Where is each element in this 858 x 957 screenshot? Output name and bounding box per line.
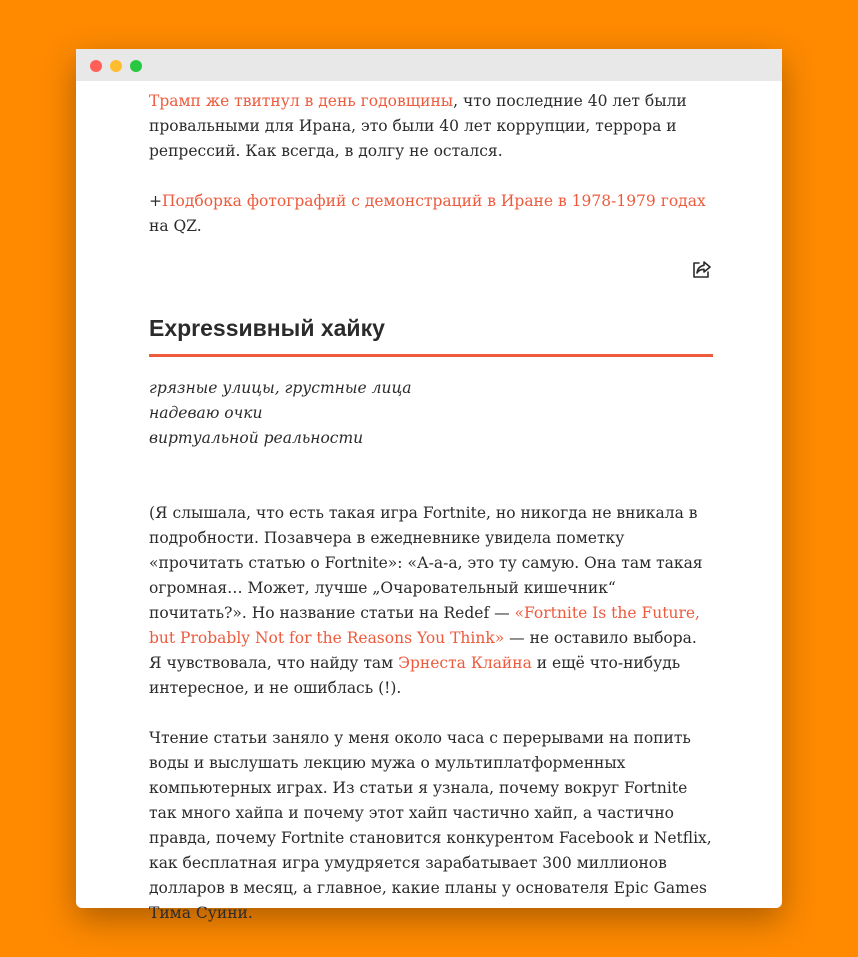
reading-text: Чтение статьи заняло у меня около часа с перерывами на попить воды и выслушать лекцию мужа о мультиплатформенных компьютерных играх. Из статьи я узнала, почему вокруг Fortnite так много хайпа и почему этот хайп частично хайп, а частично правда, почему Fortnite становится конкурентом Facebook и Netflix, как бесплатная игра умудряется зарабатывает 300 миллионов долларов в месяц, а главное, какие планы у основателя Epic Games Тима Суини. — [149, 729, 712, 922]
haiku-line: виртуальной реальности — [149, 429, 364, 447]
trump-tweet-link[interactable]: Трамп же твитнул в день годовщины — [149, 92, 454, 110]
close-window-button[interactable] — [90, 60, 102, 72]
browser-window — [76, 49, 782, 922]
window-titlebar — [76, 49, 782, 81]
article-content — [76, 81, 782, 926]
maximize-window-button[interactable] — [130, 60, 142, 72]
ernest-cline-link[interactable]: Эрнеста Клайна — [398, 654, 532, 672]
haiku — [149, 376, 713, 451]
section-title: Expressивный хайку — [149, 313, 713, 357]
haiku-line: грязные улицы, грустные лица — [149, 379, 412, 397]
photos-suffix: на QZ. — [149, 217, 202, 235]
iran-photos-link[interactable]: Подборка фотографий с демонстраций в Иране в 1978-1979 годах — [162, 192, 706, 210]
fortnite-text-3: и ещё что-нибудь интересное, и не ошиблась (!). — [149, 654, 681, 697]
photos-prefix: + — [149, 192, 162, 210]
fortnite-text-1: (Я слышала, что есть такая игра Fortnite, но никогда не вникала в подробности. Позавчера в ежедневнике увидела пометку «прочитать статью о Fortnite»: «А-а-а, это ту самую. Она там такая огромная… Может, лучше „Очаровательный кишечник“ почитать?». Но название статьи на Redef — — [149, 504, 703, 622]
share-row — [149, 250, 713, 296]
paragraph-trump — [149, 81, 713, 164]
redef-article-link[interactable]: «Fortnite Is the Future, but Probably Not for the Reasons You Think» — [149, 604, 700, 647]
fortnite-text-2: — не оставило выбора. Я чувствовала, что найду там — [149, 629, 697, 672]
haiku-line: надеваю очки — [149, 404, 263, 422]
paragraph-photos — [149, 189, 713, 239]
minimize-window-button[interactable] — [110, 60, 122, 72]
share-icon[interactable] — [691, 258, 713, 280]
paragraph-fortnite — [149, 501, 713, 701]
paragraph-reading — [149, 726, 713, 926]
paragraph-trump-text: , что последние 40 лет были провальными для Ирана, это были 40 лет коррупции, террора и репрессий. Как всегда, в долгу не остался. — [149, 92, 687, 160]
